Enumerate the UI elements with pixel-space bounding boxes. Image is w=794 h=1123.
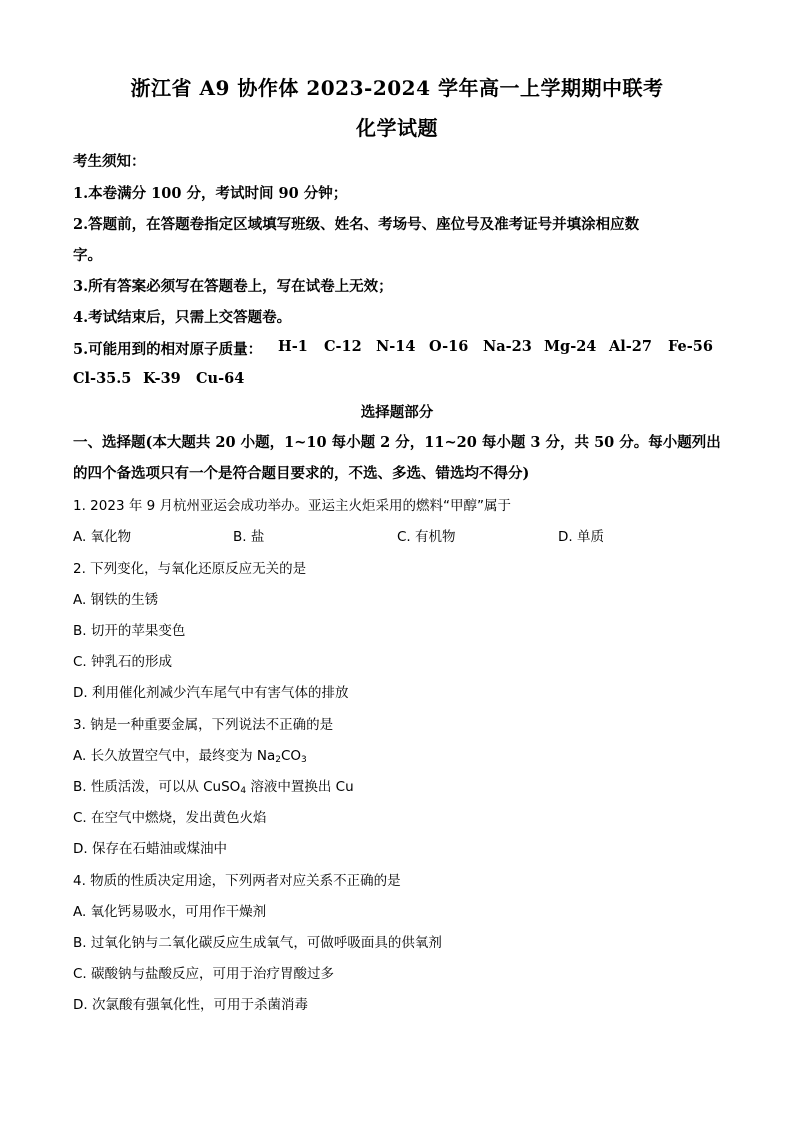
question-1-stem: 1. 2023 年 9 月杭州亚运会成功举办。亚运主火炬采用的燃料“甲醇”属于 (73, 498, 511, 514)
question-1-option-a: A. 氧化物 (73, 529, 132, 545)
atomic-mass-n: N-14 (376, 338, 416, 355)
atomic-mass-h: H-1 (278, 338, 308, 355)
question-3-option-b-text: B. 性质活泼，可以从 CuSO (73, 779, 241, 795)
atomic-mass-k: K-39 (143, 370, 181, 387)
exam-title: 浙江省 A9 协作体 2023-2024 学年高一上学期期中联考 (130, 76, 664, 100)
notice-item-2-cont: 字。 (73, 247, 102, 264)
atomic-mass-mg: Mg-24 (544, 338, 597, 355)
question-4-option-d: D. 次氯酸有强氧化性，可用于杀菌消毒 (73, 997, 308, 1013)
exam-subtitle: 化学试题 (356, 116, 438, 140)
atomic-mass-al: Al-27 (609, 338, 652, 355)
notice-item-2: 2.答题前，在答题卷指定区域填写班级、姓名、考场号、座位号及准考证号并填涂相应数 (73, 216, 640, 233)
atomic-mass-label: 5.可能用到的相对原子质量： (73, 341, 263, 358)
question-3-option-b (73, 775, 354, 795)
notice-item-1: 1.本卷满分 100 分，考试时间 90 分钟； (73, 185, 348, 202)
atomic-mass-cu: Cu-64 (196, 370, 245, 387)
atomic-mass-cl: Cl-35.5 (73, 370, 132, 387)
question-2-option-d: D. 利用催化剂减少汽车尾气中有害气体的排放 (73, 685, 349, 701)
section-instruction-2: 的四个备选项只有一个是符合题目要求的，不选、多选、错选均不得分) (73, 465, 530, 482)
question-2-option-a: A. 钢铁的生锈 (73, 592, 159, 608)
notice-heading: 考生须知： (73, 153, 146, 170)
question-4-stem: 4. 物质的性质决定用途，下列两者对应关系不正确的是 (73, 873, 401, 889)
question-2-option-b: B. 切开的苹果变色 (73, 623, 186, 639)
question-4-option-b: B. 过氧化钠与二氧化碳反应生成氧气，可做呼吸面具的供氧剂 (73, 935, 442, 951)
atomic-mass-na: Na-23 (483, 338, 532, 355)
question-3-option-a-mid: CO (280, 748, 302, 764)
question-3-option-a-sub1: 2 (275, 755, 281, 765)
atomic-mass-fe: Fe-56 (668, 338, 713, 355)
question-1-option-d: D. 单质 (558, 529, 604, 545)
section-title: 选择题部分 (360, 404, 434, 421)
notice-item-3: 3.所有答案必须写在答题卷上，写在试卷上无效； (73, 278, 393, 295)
question-3-option-d: D. 保存在石蜡油或煤油中 (73, 841, 227, 857)
notice-item-4: 4.考试结束后，只需上交答题卷。 (73, 309, 292, 326)
question-3-option-a (73, 744, 307, 764)
question-1-option-c: C. 有机物 (397, 529, 456, 545)
atomic-mass-o: O-16 (429, 338, 469, 355)
question-3-option-b-post: 溶液中置换出 Cu (246, 779, 354, 795)
question-4-option-a: A. 氧化钙易吸水，可用作干燥剂 (73, 904, 267, 920)
question-2-stem: 2. 下列变化，与氧化还原反应无关的是 (73, 561, 307, 577)
question-2-option-c: C. 钟乳石的形成 (73, 654, 173, 670)
question-3-option-c: C. 在空气中燃烧，发出黄色火焰 (73, 810, 267, 826)
question-3-stem: 3. 钠是一种重要金属，下列说法不正确的是 (73, 717, 334, 733)
question-3-option-a-text: A. 长久放置空气中，最终变为 Na (73, 748, 276, 764)
question-3-option-a-sub2: 3 (301, 755, 307, 765)
section-instruction-1: 一、选择题(本大题共 20 小题，1~10 每小题 2 分，11~20 每小题 3 分，共 50 分。每小题列出 (73, 434, 721, 451)
question-1-option-b: B. 盐 (233, 529, 265, 545)
question-4-option-c: C. 碳酸钠与盐酸反应，可用于治疗胃酸过多 (73, 966, 335, 982)
question-3-option-b-sub: 4 (240, 786, 247, 796)
atomic-mass-c: C-12 (324, 338, 362, 355)
